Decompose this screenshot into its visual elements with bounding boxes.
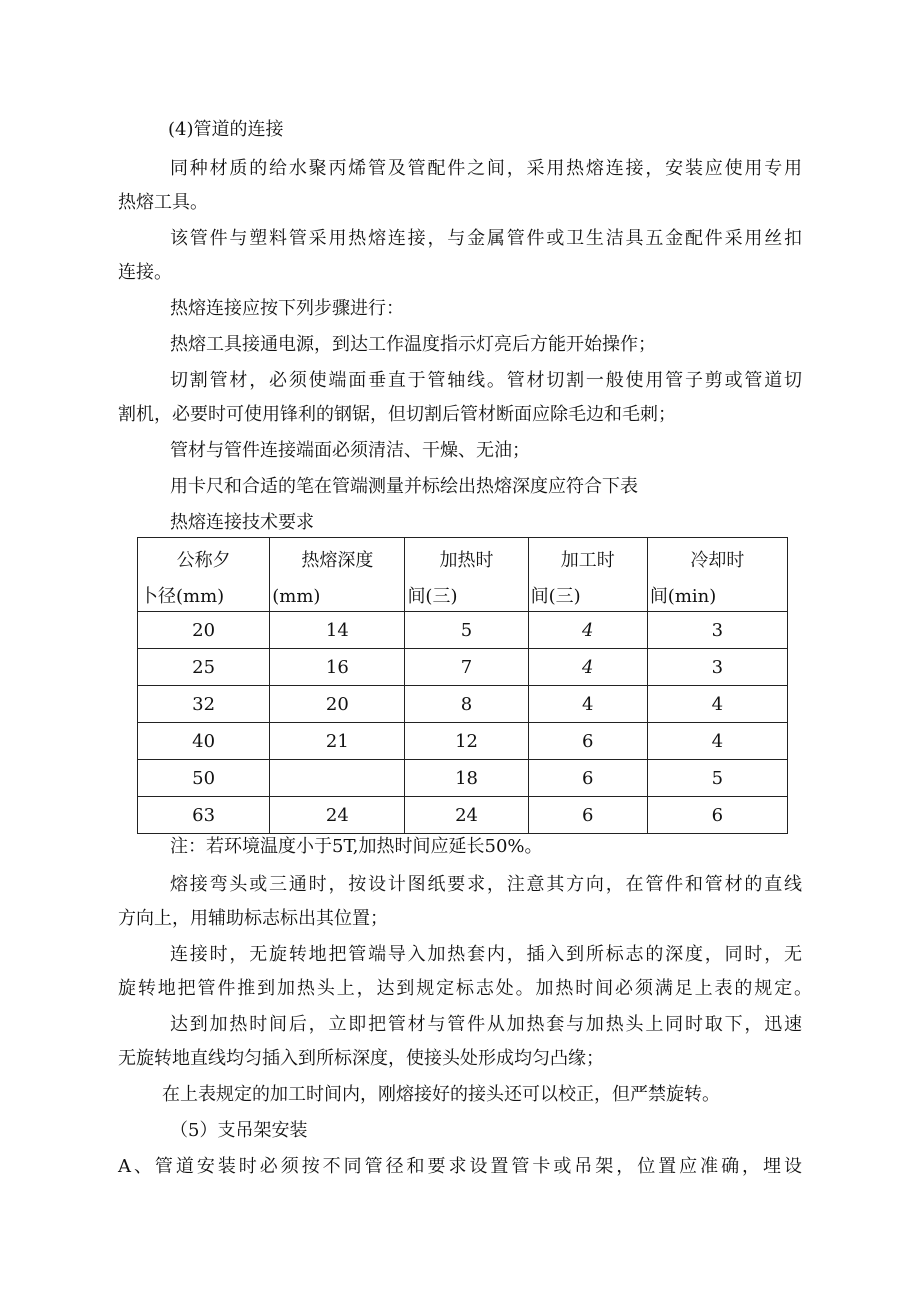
paragraph-9-line-2: 旋转地把管件推到加热头上，达到规定标志处。加热时间必须满足上表的规定。: [118, 978, 812, 999]
table-cell: 6: [528, 760, 647, 797]
header-bottom: 间(三): [407, 586, 458, 607]
header-top: 冷却时: [690, 550, 745, 571]
table-row: [138, 760, 788, 797]
table-row: [138, 612, 788, 649]
paragraph-9-line-1: 连接时，无旋转地把管端导入加热套内，插入到所标志的深度，同时，无: [170, 944, 802, 965]
table-row: [138, 797, 788, 834]
header-bottom: (mm): [272, 586, 321, 607]
paragraph-6: 管材与管件连接端面必须清洁、干燥、无油；: [170, 440, 530, 461]
header-top: 热熔深度: [301, 550, 374, 571]
table-cell: [270, 760, 405, 797]
header-bottom: 间(min): [649, 586, 717, 607]
table-cell: 14: [270, 612, 405, 649]
header-top: 公称夕: [176, 550, 231, 571]
header-bottom: 卜径(mm): [140, 586, 225, 607]
table-note: 注：若环境温度小于5T,加热时间应延长50%。: [170, 836, 543, 857]
table-cell: 40: [138, 723, 270, 760]
paragraph-2-line-1: 该管件与塑料管采用热熔连接，与金属管件或卫生洁具五金配件采用丝扣: [170, 228, 802, 249]
header-cell: [528, 538, 647, 612]
table-cell: 4: [528, 612, 647, 649]
paragraph-11: 在上表规定的加工时间内，刚熔接好的接头还可以校正，但严禁旋转。: [162, 1084, 720, 1105]
header-cell: [270, 538, 405, 612]
paragraph-3: 热熔连接应按下列步骤进行：: [170, 298, 404, 319]
header-cell: [647, 538, 787, 612]
table-cell: 25: [138, 649, 270, 686]
section-4-heading: (4)管道的连接: [168, 119, 284, 140]
paragraph-1-line-2: 热熔工具。: [118, 192, 208, 213]
section-5-heading: （5）支吊架安装: [170, 1120, 308, 1141]
table-cell: 20: [138, 612, 270, 649]
header-cell: [405, 538, 528, 612]
header-top: 加工时: [560, 550, 615, 571]
table-cell: 32: [138, 686, 270, 723]
table-cell: 6: [528, 723, 647, 760]
table-cell: 21: [270, 723, 405, 760]
table-header-row: [138, 538, 788, 612]
paragraph-10-line-2: 无旋转地直线均匀插入到所标深度，使接头处形成均匀凸缘；: [118, 1048, 604, 1069]
paragraph-a-line-1: A、管道安装时必须按不同管径和要求设置管卡或吊架，位置应准确，埋设: [118, 1156, 802, 1177]
paragraph-2-line-2: 连接。: [118, 262, 172, 283]
table-cell: 7: [405, 649, 528, 686]
paragraph-4: 热熔工具接通电源，到达工作温度指示灯亮后方能开始操作；: [170, 334, 656, 355]
table-cell: 5: [647, 760, 787, 797]
paragraph-7: 用卡尺和合适的笔在管端测量并标绘出热熔深度应符合下表: [170, 476, 638, 497]
header-bottom: 间(三): [530, 586, 581, 607]
table-cell: 3: [647, 612, 787, 649]
table-row: [138, 723, 788, 760]
paragraph-5-line-1: 切割管材，必须使端面垂直于管轴线。管材切割一般使用管子剪或管道切: [170, 370, 802, 391]
paragraph-8-line-2: 方向上，用辅助标志标出其位置；: [118, 908, 388, 929]
table-cell: 24: [270, 797, 405, 834]
table-cell: 8: [405, 686, 528, 723]
table-cell: 3: [647, 649, 787, 686]
table-cell: 12: [405, 723, 528, 760]
table-cell: 5: [405, 612, 528, 649]
table-cell: 20: [270, 686, 405, 723]
table-row: [138, 649, 788, 686]
paragraph-10-line-1: 达到加热时间后，立即把管材与管件从加热套与加热头上同时取下，迅速: [170, 1014, 802, 1035]
paragraph-5-line-2: 割机，必要时可使用锋利的钢锯，但切割后管材断面应除毛边和毛刺；: [118, 404, 676, 425]
table-cell: 6: [647, 797, 787, 834]
table-cell: 6: [528, 797, 647, 834]
table-cell: 63: [138, 797, 270, 834]
table-cell: 4: [647, 686, 787, 723]
header-top: 加热时: [439, 550, 494, 571]
table-cell: 4: [528, 649, 647, 686]
table-cell: 4: [647, 723, 787, 760]
header-cell: [138, 538, 270, 612]
paragraph-1-line-1: 同种材质的给水聚丙烯管及管配件之间，采用热熔连接，安装应使用专用: [170, 158, 802, 179]
table-title: 热熔连接技术要求: [170, 512, 314, 533]
paragraph-8-line-1: 熔接弯头或三通时，按设计图纸要求，注意其方向，在管件和管材的直线: [170, 874, 802, 895]
table-cell: 16: [270, 649, 405, 686]
table-cell: 4: [528, 686, 647, 723]
hot-melt-spec-table: [137, 537, 788, 834]
table-cell: 50: [138, 760, 270, 797]
table-cell: 18: [405, 760, 528, 797]
table-row: [138, 686, 788, 723]
table-cell: 24: [405, 797, 528, 834]
